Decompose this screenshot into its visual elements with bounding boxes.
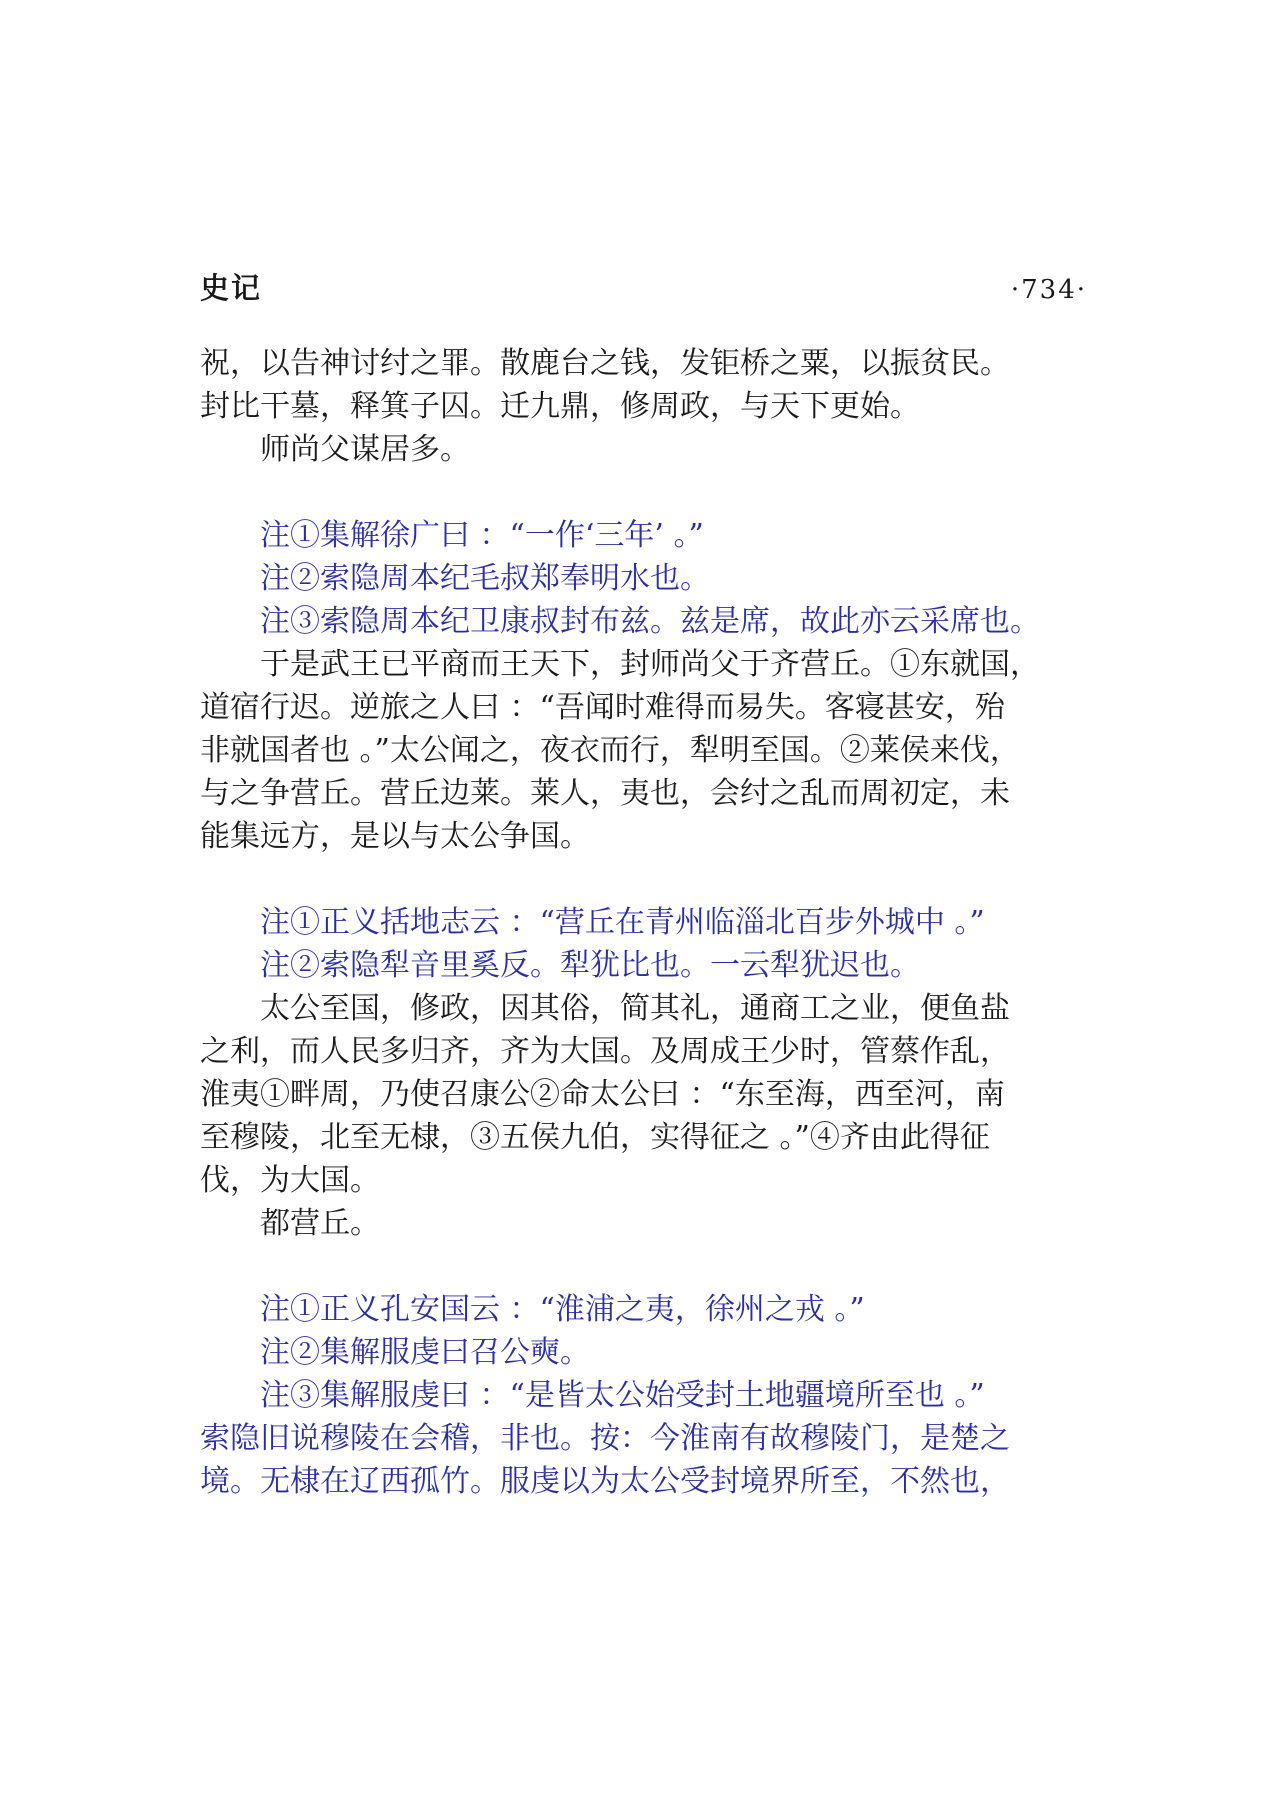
annotation-line: 注①正义括地志云 ：“营丘在青州临淄北百步外城中 。” [260,905,985,940]
running-head [200,266,1095,310]
page-number: ·734· [1010,275,1087,305]
text-line: 都营丘。 [260,1206,380,1241]
text-paragraph [200,643,1095,858]
text-line: 能集远方，是以与太公争国。 [200,819,590,854]
text-line: 非就国者也 。”太公闻之，夜衣而行，犁明至国。②莱侯来伐， [200,733,1020,768]
annotation-line: 注②集解服虔曰召公奭。 [260,1335,590,1370]
annotation-line: 注③索隐周本纪卫康叔封布兹。兹是席，故此亦云采席也。 [260,604,1040,639]
text-line: 之利，而人民多归齐，齐为大国。及周成王少时，管蔡作乱， [200,1034,1010,1069]
annotation-line: 注②索隐周本纪毛叔郑奉明水也。 [260,561,710,596]
text-line: 封比干墓，释箕子囚。迁九鼎，修周政，与天下更始。 [200,389,920,424]
annotation-line: 注①正义孔安国云 ：“淮浦之夷，徐州之戎 。” [260,1292,865,1327]
annotation-line: 注①集解徐广曰 ：“一作‘三年’ 。” [260,518,704,553]
annotation-block [200,901,1095,987]
annotation-line: 注②索隐犁音里奚反。犁犹比也。一云犁犹迟也。 [260,948,920,983]
text-line: 师尚父谋居多。 [260,432,470,467]
annotation-line: 注③集解服虔曰 ：“是皆太公始受封土地疆境所至也 。” [260,1378,985,1413]
text-paragraph [200,987,1095,1202]
book-page [200,266,1095,1503]
text-line: 祝，以告神讨纣之罪。散鹿台之钱，发钜桥之粟，以振贫民。 [200,346,1010,381]
text-paragraph [200,342,1095,428]
text-paragraph [200,1202,1095,1245]
annotation-line: 境。无棣在辽西孤竹。服虔以为太公受封境界所至，不然也， [200,1464,1010,1499]
text-line: 伐，为大国。 [200,1163,380,1198]
book-title: 史记 [200,271,263,305]
text-paragraph [200,428,1095,471]
text-line: 淮夷①畔周，乃使召康公②命太公曰 ：“东至海，西至河，南 [200,1077,1005,1112]
annotation-line: 索隐旧说穆陵在会稽，非也。按：今淮南有故穆陵门，是楚之 [200,1421,1010,1456]
text-line: 于是武王已平商而王天下，封师尚父于齐营丘。①东就国， [260,647,1040,682]
text-line: 至穆陵，北至无棣，③五侯九伯，实得征之 。”④齐由此得征 [200,1120,990,1155]
text-line: 与之争营丘。营丘边莱。莱人，夷也，会纣之乱而周初定，未 [200,776,1010,811]
annotation-block [200,514,1095,643]
text-line: 太公至国，修政，因其俗，简其礼，通商工之业，便鱼盐 [260,991,1010,1026]
annotation-block [200,1288,1095,1503]
text-line: 道宿行迟。逆旅之人曰 ：“吾闻时难得而易失。客寝甚安，殆 [200,690,1005,725]
